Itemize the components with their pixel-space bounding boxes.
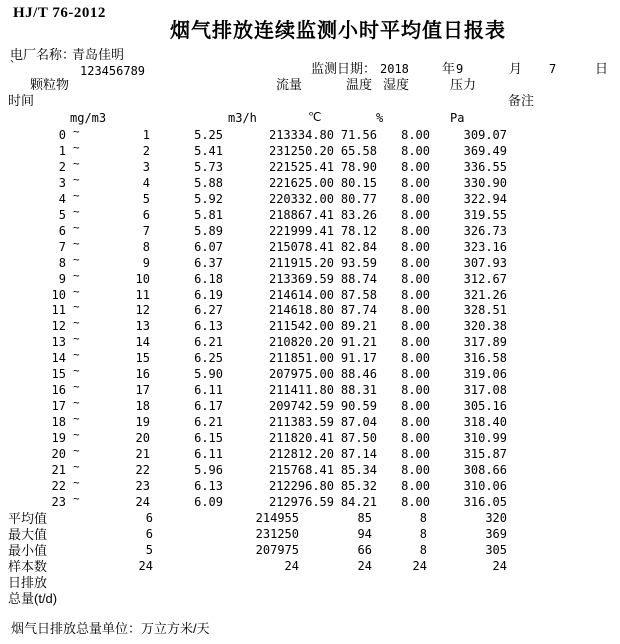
tilde-separator: ~ (73, 140, 80, 154)
flow-value: 214614.00 (268, 287, 334, 302)
pressure-value: 319.55 (463, 207, 507, 222)
tilde-separator: ~ (73, 412, 80, 426)
flow-value: 215078.41 (268, 239, 334, 254)
pressure-value: 328.51 (463, 303, 507, 318)
humidity-value: 8.00 (401, 415, 430, 430)
hour-start-value: 20 (51, 447, 66, 461)
monitor-date-year: 2018 (380, 62, 409, 76)
tilde-separator: ~ (73, 459, 80, 473)
pm-value: 5.89 (194, 223, 223, 238)
hour-end-value: 1 (142, 128, 150, 142)
hour-start-value: 13 (51, 335, 66, 350)
hour-end-value: 17 (135, 383, 150, 398)
hour-end-value: 5 (142, 191, 150, 206)
table-row (0, 412, 620, 432)
hour-end-value: 24 (135, 494, 150, 509)
hour-start-value: 23 (51, 494, 66, 509)
tilde-separator: ~ (73, 428, 80, 442)
humidity-value: 8.00 (401, 191, 430, 206)
pressure-value: 315.87 (463, 447, 507, 461)
pressure-value: 310.99 (463, 431, 507, 446)
pm-value: 5.96 (194, 462, 223, 477)
humidity-value: 8.00 (401, 143, 430, 158)
table-row (0, 428, 620, 448)
column-header-time: 时间 (8, 93, 35, 108)
summary-row (0, 544, 620, 560)
flow-value: 211820.41 (268, 431, 334, 446)
humidity-value: 8.00 (401, 431, 430, 446)
summary-humidity-value: 8 (419, 511, 427, 525)
pm-value: 6.18 (194, 271, 223, 286)
column-header-pressure: 压力 (450, 77, 477, 92)
pm-value: 6.21 (194, 335, 223, 350)
pm-value: 5.81 (194, 207, 223, 222)
temp-value: 83.26 (340, 207, 377, 222)
humidity-value: 8.00 (401, 447, 430, 461)
hour-start-value: 15 (51, 367, 66, 382)
temp-value: 93.59 (340, 255, 377, 270)
hour-end-value: 11 (135, 287, 150, 302)
pm-value: 6.27 (194, 303, 223, 318)
hour-start-value: 5 (58, 207, 66, 222)
table-row (0, 396, 620, 416)
tilde-separator: ~ (73, 188, 80, 202)
flow-value: 211411.80 (268, 383, 334, 398)
hour-end-value: 18 (135, 399, 150, 414)
summary-row-label: 样本数 (8, 558, 48, 574)
pressure-value: 321.26 (463, 287, 507, 302)
tilde-separator: ~ (73, 332, 80, 346)
summary-flow-value: 207975 (255, 542, 299, 557)
hour-end-value: 20 (135, 431, 150, 446)
temp-value: 91.17 (340, 351, 377, 366)
pressure-value: 323.16 (463, 239, 507, 254)
humidity-value: 8.00 (401, 287, 430, 302)
flow-value: 212296.80 (268, 478, 334, 493)
table-row (0, 125, 620, 145)
pm-value: 6.11 (194, 383, 223, 398)
summary-temp-value: 66 (357, 542, 372, 557)
table-row (0, 332, 620, 352)
tilde-separator: ~ (73, 220, 80, 234)
humidity-value: 8.00 (401, 478, 430, 493)
temp-value: 91.21 (340, 335, 377, 350)
summary-pressure-value: 320 (485, 511, 507, 525)
summary-row-label: 总量(t/d) (8, 590, 58, 606)
humidity-value: 8.00 (401, 319, 430, 334)
table-row (0, 475, 620, 496)
tilde-separator: ~ (73, 300, 80, 314)
unit-humidity: % (376, 111, 384, 125)
tilde-separator: ~ (73, 268, 80, 282)
summary-row-label: 日排放 (8, 574, 48, 590)
pressure-value: 317.89 (463, 335, 507, 350)
summary-temp-value: 24 (357, 558, 372, 573)
tilde-separator: ~ (73, 172, 80, 186)
temp-value: 78.12 (340, 223, 377, 238)
tilde-separator: ~ (73, 284, 80, 298)
hour-start-value: 12 (51, 319, 66, 334)
pm-value: 6.13 (194, 319, 223, 334)
summary-row (0, 576, 620, 592)
temp-value: 87.74 (340, 303, 377, 318)
column-header-flow: 流量 (276, 77, 303, 92)
flow-value: 221625.00 (268, 175, 334, 190)
temp-value: 87.04 (340, 415, 377, 430)
pressure-value: 318.40 (463, 415, 507, 430)
pm-value: 6.13 (194, 478, 223, 493)
pm-value: 5.73 (194, 159, 223, 174)
temp-value: 90.59 (340, 399, 377, 414)
humidity-value: 8.00 (401, 303, 430, 318)
pressure-value: 310.06 (463, 478, 507, 493)
standard-code: HJ/T 76-2012 (13, 5, 106, 21)
table-row (0, 268, 620, 289)
humidity-value: 8.00 (401, 175, 430, 190)
hour-start-value: 3 (58, 175, 66, 190)
flow-value: 218867.41 (268, 207, 334, 222)
tilde-separator: ~ (73, 316, 80, 330)
table-row (0, 300, 620, 320)
table-row (0, 172, 620, 193)
tilde-separator: ~ (73, 156, 80, 170)
hour-start-value: 14 (51, 351, 66, 366)
tilde-separator: ~ (73, 380, 80, 394)
hour-end-value: 14 (135, 335, 150, 350)
summary-row (0, 560, 620, 576)
tilde-separator: ~ (73, 364, 80, 378)
pressure-value: 319.06 (463, 367, 507, 382)
summary-temp-value: 94 (357, 526, 372, 541)
pm-value: 5.41 (194, 143, 223, 158)
pm-value: 5.88 (194, 175, 223, 190)
temp-value: 88.74 (340, 271, 377, 286)
hour-end-value: 13 (135, 319, 150, 334)
flow-value: 215768.41 (268, 462, 334, 477)
hour-start-value: 10 (51, 287, 66, 302)
column-header-remark: 备注 (508, 93, 535, 108)
hour-start-value: 6 (58, 223, 66, 238)
humidity-value: 8.00 (401, 335, 430, 350)
summary-humidity-value: 24 (412, 558, 427, 573)
hour-start-value: 0 (58, 128, 66, 142)
table-row (0, 491, 620, 512)
flow-value: 221525.41 (268, 159, 334, 174)
tilde-separator: ~ (73, 252, 80, 266)
humidity-value: 8.00 (401, 271, 430, 286)
humidity-value: 8.00 (401, 159, 430, 174)
humidity-value: 8.00 (401, 383, 430, 398)
flow-value: 214618.80 (268, 303, 334, 318)
flow-value: 211915.20 (268, 255, 334, 270)
unit-temp: ℃ (308, 110, 322, 124)
pressure-value: 309.07 (463, 128, 507, 142)
pressure-value: 312.67 (463, 271, 507, 286)
hour-end-value: 21 (135, 447, 150, 461)
summary-flow-value: 214955 (255, 511, 299, 525)
pressure-value: 369.49 (463, 143, 507, 158)
unit-flow: m3/h (228, 111, 257, 125)
day-unit-label: 日 (595, 61, 609, 76)
temp-value: 88.46 (340, 367, 377, 382)
table-row (0, 156, 620, 177)
flow-value: 211542.00 (268, 319, 334, 334)
hour-end-value: 10 (135, 271, 150, 286)
summary-row-label: 平均值 (8, 511, 48, 526)
temp-value: 89.21 (340, 319, 377, 334)
hour-end-value: 19 (135, 415, 150, 430)
summary-pressure-value: 24 (492, 558, 507, 573)
report-title: 烟气排放连续监测小时平均值日报表 (170, 20, 506, 42)
plant-name-label: 电厂名称： (10, 47, 76, 62)
table-row (0, 188, 620, 209)
monitor-date-month: 9 (456, 62, 464, 76)
pressure-value: 308.66 (463, 462, 507, 477)
pm-value: 5.25 (194, 128, 223, 142)
pressure-value: 330.90 (463, 175, 507, 190)
flow-value: 210820.20 (268, 335, 334, 350)
summary-row (0, 592, 620, 608)
humidity-value: 8.00 (401, 128, 430, 142)
hour-start-value: 22 (51, 478, 66, 493)
pressure-value: 320.38 (463, 319, 507, 334)
year-unit-label: 年 (442, 61, 456, 76)
hour-start-value: 21 (51, 462, 66, 477)
humidity-value: 8.00 (401, 207, 430, 222)
flow-value: 220332.00 (268, 191, 334, 206)
summary-humidity-value: 8 (419, 542, 427, 557)
hour-start-value: 4 (58, 191, 66, 206)
flow-value: 221999.41 (268, 223, 334, 238)
hour-end-value: 22 (135, 462, 150, 477)
footer-note: 烟气日排放总量单位：万立方米/天 (11, 621, 210, 636)
table-row (0, 204, 620, 225)
flow-value: 211383.59 (268, 415, 334, 430)
flow-value: 212812.20 (268, 447, 334, 461)
temp-value: 87.14 (340, 447, 377, 461)
humidity-value: 8.00 (401, 367, 430, 382)
table-row (0, 236, 620, 257)
tilde-separator: ~ (73, 444, 80, 457)
temp-value: 65.58 (340, 143, 377, 158)
hour-start-value: 18 (51, 415, 66, 430)
column-header-temp: 温度 (346, 77, 373, 92)
column-header-pm: 颗粒物 (30, 77, 70, 92)
hour-end-value: 8 (142, 239, 150, 254)
humidity-value: 8.00 (401, 255, 430, 270)
humidity-value: 8.00 (401, 494, 430, 509)
month-unit-label: 月 (509, 61, 523, 76)
table-row (0, 444, 620, 464)
temp-value: 71.56 (340, 128, 377, 142)
pm-value: 6.17 (194, 399, 223, 414)
pm-value: 6.21 (194, 415, 223, 430)
table-row (0, 348, 620, 368)
flow-value: 213334.80 (268, 128, 334, 142)
tilde-separator: ~ (73, 396, 80, 410)
temp-value: 87.58 (340, 287, 377, 302)
hour-end-value: 12 (135, 303, 150, 318)
hour-end-value: 7 (142, 223, 150, 238)
summary-pm-value: 24 (138, 558, 153, 573)
tilde-separator: ~ (73, 125, 80, 138)
pm-value: 6.11 (194, 447, 223, 461)
flow-value: 207975.00 (268, 367, 334, 382)
pm-value: 6.25 (194, 351, 223, 366)
hour-start-value: 17 (51, 399, 66, 414)
humidity-value: 8.00 (401, 223, 430, 238)
pressure-value: 322.94 (463, 191, 507, 206)
monitor-date-label: 监测日期： (311, 61, 377, 76)
summary-pm-value: 5 (145, 542, 153, 557)
summary-row (0, 528, 620, 544)
summary-flow-value: 231250 (255, 526, 299, 541)
monitor-date-day: 7 (549, 62, 557, 76)
summary-pressure-value: 369 (485, 526, 507, 541)
pm-value: 5.92 (194, 191, 223, 206)
tilde-separator: ~ (73, 348, 80, 362)
table-row (0, 220, 620, 241)
plant-mark: ` (9, 59, 17, 73)
tilde-separator: ~ (73, 491, 80, 505)
flow-value: 209742.59 (268, 399, 334, 414)
hour-end-value: 15 (135, 351, 150, 366)
summary-row-label: 最大值 (8, 526, 48, 542)
summary-humidity-value: 8 (419, 526, 427, 541)
pm-value: 6.37 (194, 255, 223, 270)
temp-value: 80.77 (340, 191, 377, 206)
tilde-separator: ~ (73, 204, 80, 218)
pressure-value: 317.08 (463, 383, 507, 398)
pressure-value: 326.73 (463, 223, 507, 238)
summary-row-label: 最小值 (8, 542, 48, 558)
summary-temp-value: 85 (357, 511, 372, 525)
pm-value: 6.07 (194, 239, 223, 254)
plant-id-value: 123456789 (80, 64, 146, 78)
flow-value: 211851.00 (268, 351, 334, 366)
tilde-separator: ~ (73, 475, 80, 489)
table-row (0, 140, 620, 161)
unit-pm: mg/m3 (70, 111, 107, 125)
pm-value: 6.19 (194, 287, 223, 302)
summary-pm-value: 6 (145, 511, 153, 525)
humidity-value: 8.00 (401, 239, 430, 254)
pm-value: 5.90 (194, 367, 223, 382)
humidity-value: 8.00 (401, 351, 430, 366)
pm-value: 6.09 (194, 494, 223, 509)
pm-value: 6.15 (194, 431, 223, 446)
flow-value: 213369.59 (268, 271, 334, 286)
pressure-value: 305.16 (463, 399, 507, 414)
temp-value: 88.31 (340, 383, 377, 398)
plant-name-value: 青岛佳明 (72, 47, 125, 62)
pressure-value: 316.58 (463, 351, 507, 366)
pressure-value: 336.55 (463, 159, 507, 174)
hour-start-value: 7 (58, 239, 66, 254)
table-row (0, 380, 620, 400)
hour-start-value: 9 (58, 271, 66, 286)
summary-flow-value: 24 (284, 558, 299, 573)
hour-start-value: 16 (51, 383, 66, 398)
temp-value: 85.32 (340, 478, 377, 493)
hour-end-value: 4 (142, 175, 150, 190)
table-row (0, 284, 620, 305)
temp-value: 78.90 (340, 159, 377, 174)
summary-pm-value: 6 (145, 526, 153, 541)
hour-start-value: 19 (51, 431, 66, 446)
hour-end-value: 2 (142, 143, 150, 158)
temp-value: 80.15 (340, 175, 377, 190)
temp-value: 85.34 (340, 462, 377, 477)
temp-value: 87.50 (340, 431, 377, 446)
summary-pressure-value: 305 (485, 542, 507, 557)
hour-end-value: 9 (142, 255, 150, 270)
pressure-value: 316.05 (463, 494, 507, 509)
table-row (0, 364, 620, 384)
hour-start-value: 11 (51, 303, 66, 318)
hour-end-value: 23 (135, 478, 150, 493)
summary-row (0, 512, 620, 528)
humidity-value: 8.00 (401, 462, 430, 477)
tilde-separator: ~ (73, 236, 80, 250)
table-row (0, 316, 620, 336)
hour-end-value: 6 (142, 207, 150, 222)
hour-end-value: 16 (135, 367, 150, 382)
hour-start-value: 8 (58, 255, 66, 270)
column-header-humidity: 湿度 (383, 77, 410, 92)
hour-end-value: 3 (142, 159, 150, 174)
pressure-value: 307.93 (463, 255, 507, 270)
hour-start-value: 1 (58, 143, 66, 158)
flow-value: 212976.59 (268, 494, 334, 509)
table-row (0, 252, 620, 273)
temp-value: 84.21 (340, 494, 377, 509)
table-row (0, 459, 620, 480)
hour-start-value: 2 (58, 159, 66, 174)
unit-pressure: Pa (450, 111, 465, 125)
temp-value: 82.84 (340, 239, 377, 254)
flow-value: 231250.20 (268, 143, 334, 158)
humidity-value: 8.00 (401, 399, 430, 414)
